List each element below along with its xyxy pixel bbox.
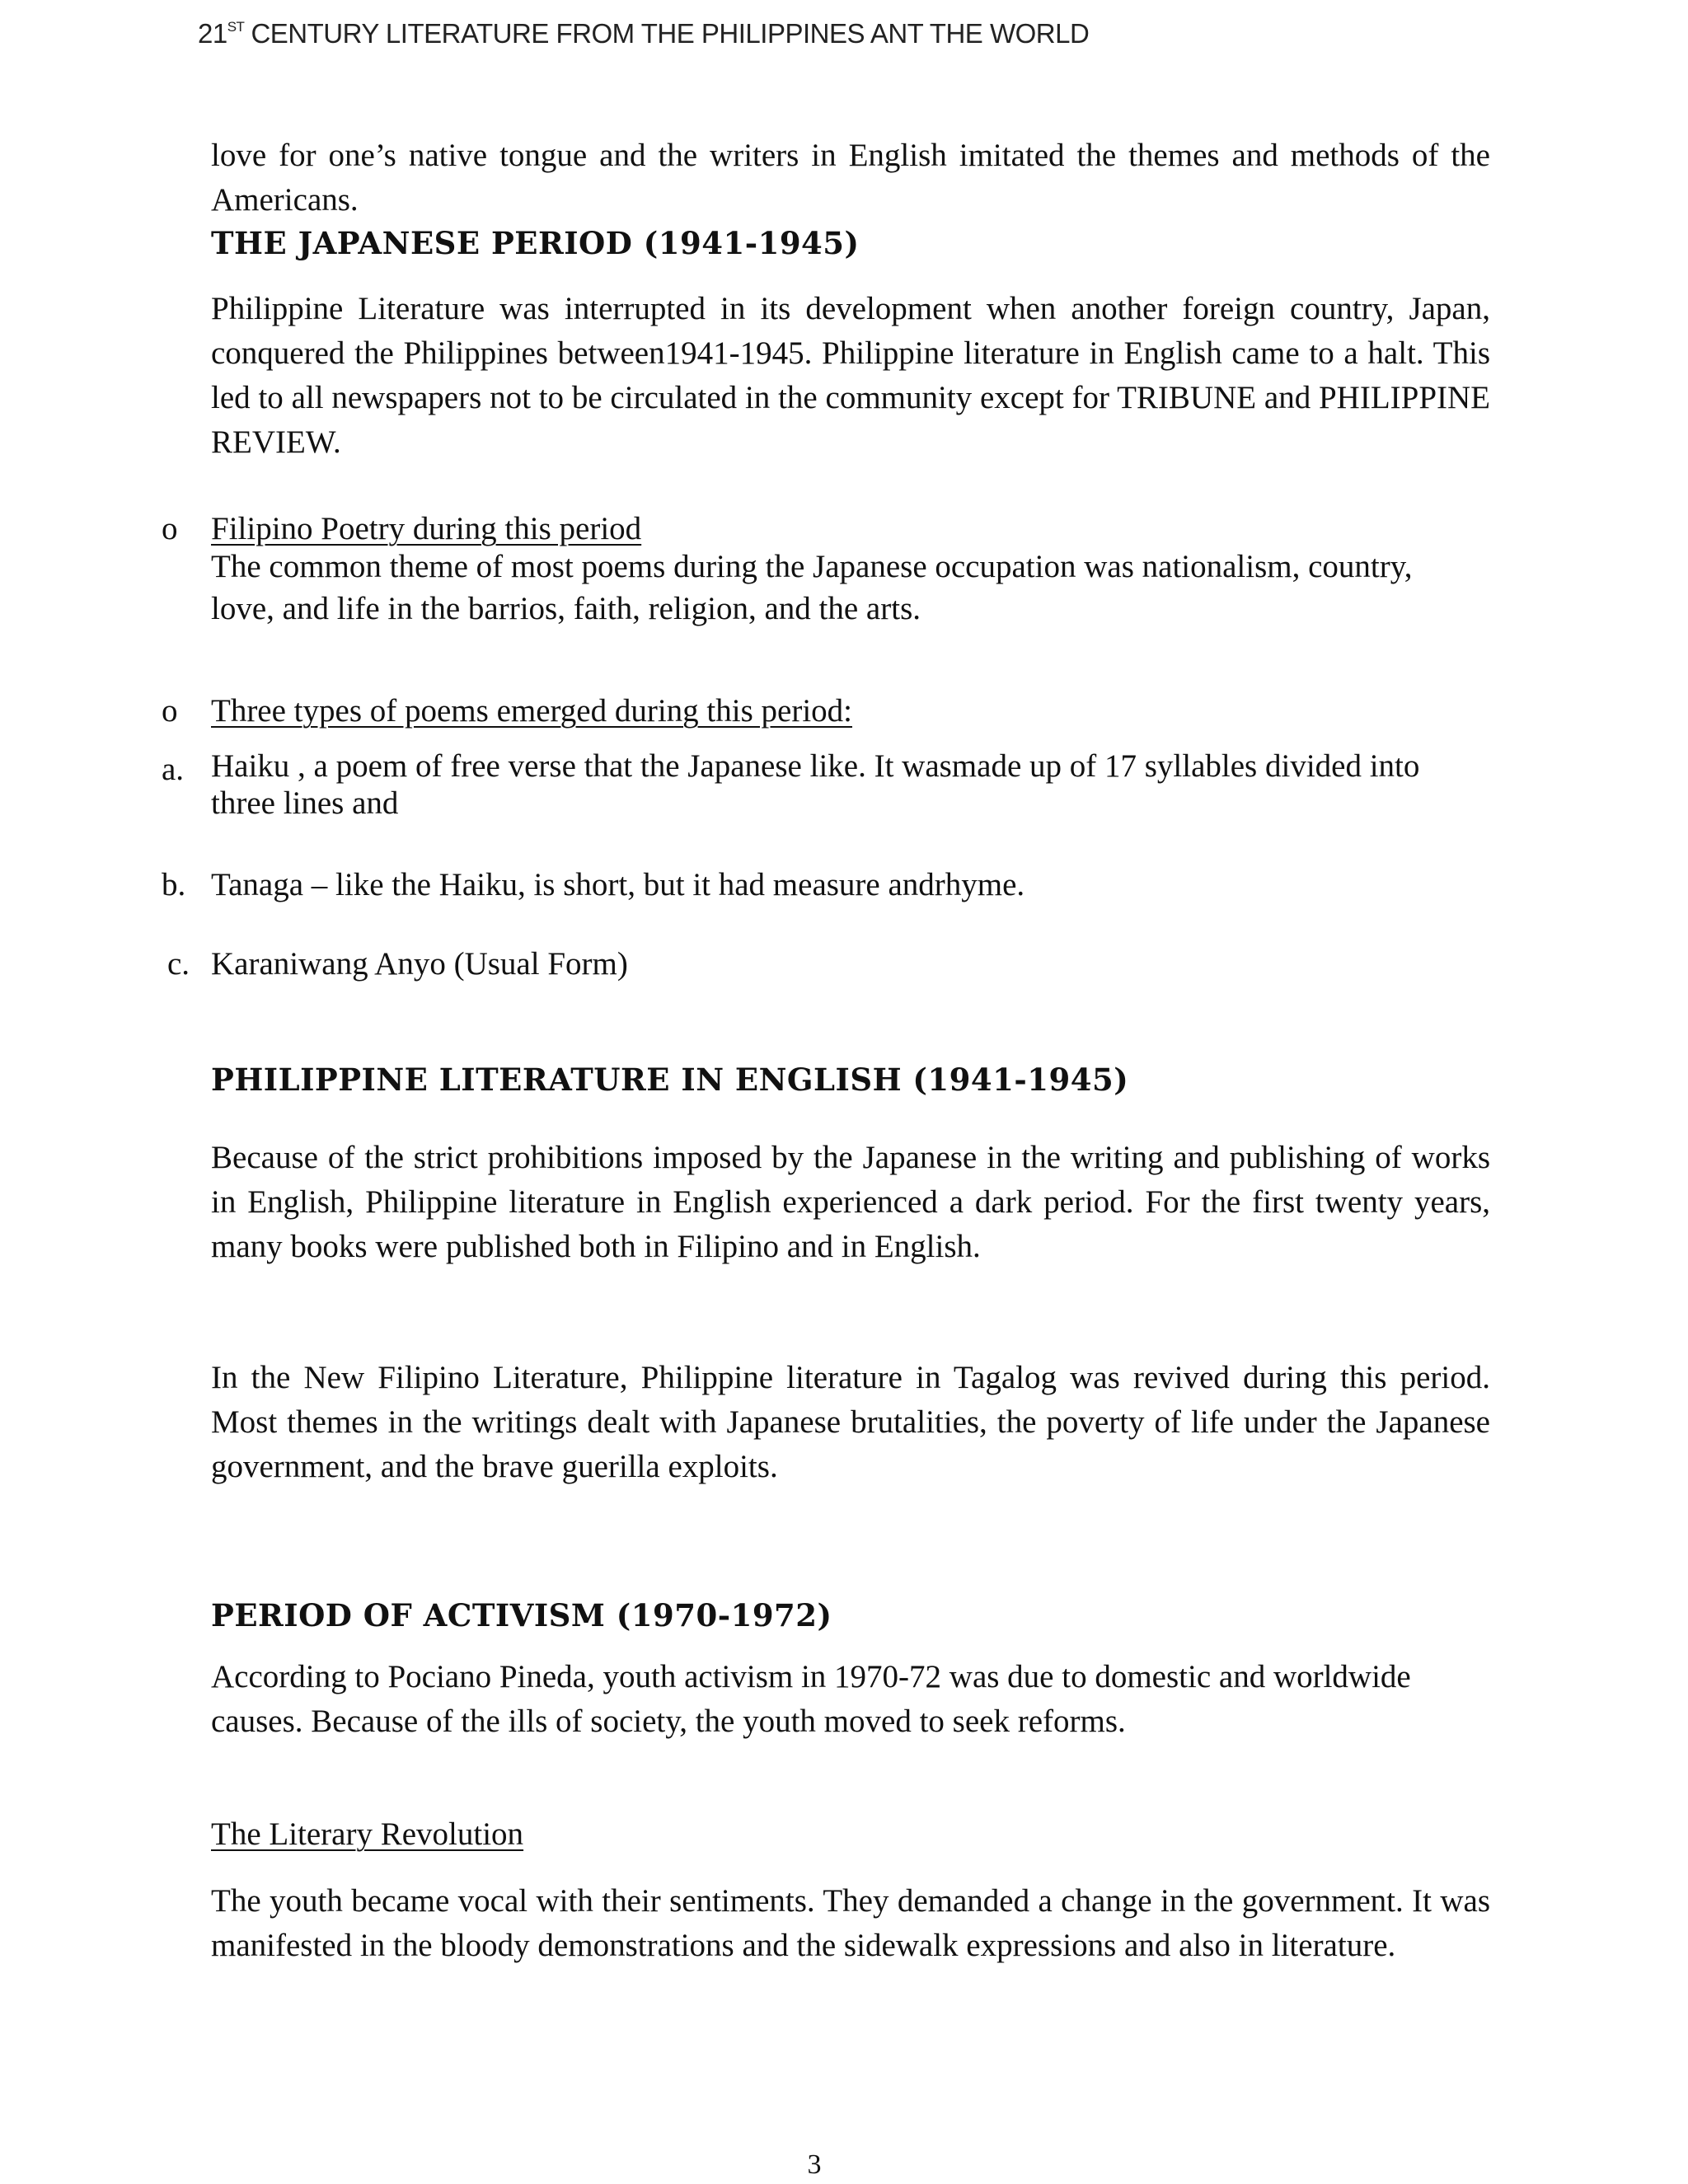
poem-type-karaniwang-anyo: Karaniwang Anyo (Usual Form) — [211, 946, 628, 982]
bullet-marker: o — [162, 511, 178, 546]
poem-type-tanaga: Tanaga – like the Haiku, is short, but it had measure andrhyme. — [211, 867, 1025, 902]
page-number: 3 — [807, 2149, 822, 2180]
literary-revolution-paragraph: The youth became vocal with their sentiments. They demanded a change in the government. It was manifested in the bloody demonstrations and the sidewalk expressions and also in literature. — [211, 1883, 1490, 1963]
intro-paragraph: love for one’s native tongue and the writers in English imitated the themes and methods of the Americans. — [211, 138, 1490, 218]
japanese-period-paragraph: Philippine Literature was interrupted in its development when another foreign country, Japan, conquered the Philippines between1941-1945. Philippine literature in English came to a halt. This led to all newspapers not to be circulated in the community except for TRIBUNE and PHILIPPINE REVIEW. — [211, 291, 1490, 460]
literary-revolution-subheading: The Literary Revolution — [211, 1816, 524, 1852]
english-literature-paragraph-1: Because of the strict prohibitions imposed by the Japanese in the writing and publishing of works in English, Philippine literature in English experienced a dark period. For the first twenty years, many books were published both in Filipino and in English. — [211, 1140, 1490, 1264]
activism-heading: PERIOD OF ACTIVISM (1970-1972) — [211, 1597, 832, 1633]
header-superscript: ST — [227, 19, 245, 35]
filipino-poetry-paragraph: The common theme of most poems during the Japanese occupation was nationalism, country, love, and life in the barrios, faith, religion, and the arts. — [211, 549, 1413, 626]
filipino-poetry-subheading: Filipino Poetry during this period — [211, 511, 642, 546]
poem-types-subheading: Three types of poems emerged during this period: — [211, 693, 853, 729]
japanese-period-heading: THE JAPANESE PERIOD (1941-1945) — [211, 225, 860, 261]
header-number: 21 — [198, 18, 227, 49]
english-literature-paragraph-2: In the New Filipino Literature, Philippine literature in Tagalog was revived during this period. Most themes in the writings dealt with Japanese brutalities, the poverty of life under the Japanese government, and the brave guerilla exploits. — [211, 1360, 1490, 1484]
bullet-marker: o — [162, 693, 178, 729]
list-marker-c: c. — [167, 946, 190, 982]
english-literature-heading: PHILIPPINE LITERATURE IN ENGLISH (1941-1945) — [211, 1062, 1129, 1098]
activism-paragraph: According to Pociano Pineda, youth activism in 1970-72 was due to domestic and worldwide causes. Because of the ills of society, the youth moved to seek reforms. — [211, 1659, 1411, 1739]
list-marker-a: a. — [162, 752, 185, 787]
page-header — [198, 18, 1089, 49]
header-title: CENTURY LITERATURE FROM THE PHILIPPINES ANT THE WORLD — [251, 18, 1090, 49]
poem-type-haiku: Haiku , a poem of free verse that the Japanese like. It wasmade up of 17 syllables divided into three lines and — [211, 748, 1420, 821]
list-marker-b: b. — [162, 867, 186, 902]
